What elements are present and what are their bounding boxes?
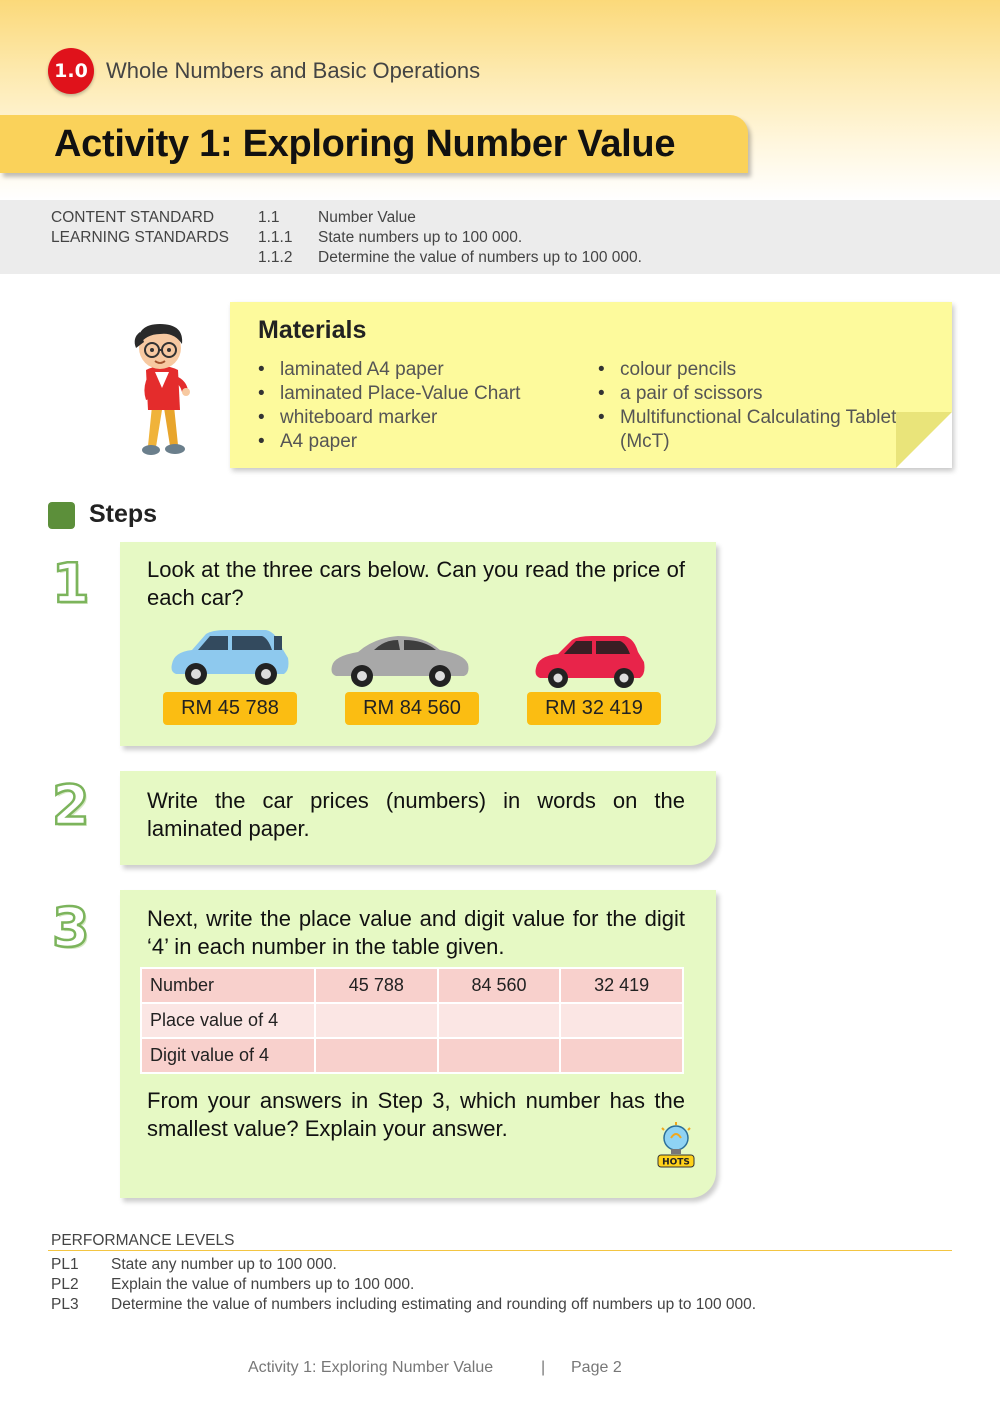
step-3-box	[120, 890, 716, 1198]
hots-lightbulb-icon	[656, 1122, 696, 1168]
answer-cell[interactable]	[315, 1038, 438, 1073]
footer-title: Activity 1: Exploring Number Value	[248, 1359, 494, 1376]
page-curl-icon	[896, 412, 952, 468]
car-price-tag: RM 84 560	[345, 692, 479, 725]
car-price-tag: RM 32 419	[527, 692, 661, 725]
answer-cell[interactable]	[438, 1003, 561, 1038]
green-square-icon	[48, 502, 75, 529]
learning-standard-row	[0, 229, 1000, 249]
performance-level-text: Explain the value of numbers up to 100 000.	[111, 1276, 415, 1293]
performance-levels-title: PERFORMANCE LEVELS	[51, 1232, 235, 1249]
activity-title: Activity 1: Exploring Number Value	[54, 123, 676, 165]
learning-standard-code: 1.1.1	[258, 229, 293, 246]
table-header-cell: 32 419	[560, 968, 683, 1003]
learning-standard-row	[0, 249, 1000, 269]
performance-level-text: Determine the value of numbers including estimating and rounding off numbers up to 100 000.	[111, 1296, 757, 1313]
table-row-label: Digit value of 4	[141, 1038, 315, 1073]
step-2-box	[120, 771, 716, 865]
list-item: • laminated Place-Value Chart	[258, 382, 578, 406]
grey-sedan-car-icon	[328, 632, 472, 688]
materials-note	[230, 302, 952, 468]
list-item: • Multifunctional Calculating Tablet (McT)	[598, 406, 928, 454]
footer-separator: |	[541, 1359, 546, 1376]
list-item: • a pair of scissors	[598, 382, 928, 406]
red-hatchback-car-icon	[532, 634, 648, 690]
content-standard-text: Number Value	[318, 209, 416, 226]
table-row	[141, 968, 683, 1003]
step-number: 2	[52, 774, 90, 837]
answer-cell[interactable]	[438, 1038, 561, 1073]
step-3-text: Next, write the place value and digit value for the digit ‘4’ in each number in the table given.	[147, 906, 685, 959]
hots-label: HOTS	[662, 1157, 690, 1168]
materials-list-left	[258, 358, 578, 454]
place-value-table	[140, 967, 684, 1074]
performance-level-code: PL3	[51, 1296, 79, 1313]
answer-cell[interactable]	[560, 1038, 683, 1073]
answer-cell[interactable]	[560, 1003, 683, 1038]
chapter-number-badge: 1.0	[48, 48, 94, 94]
content-standard-code: 1.1	[258, 209, 280, 226]
table-row	[141, 1038, 683, 1073]
learning-standard-code: 1.1.2	[258, 249, 293, 266]
learning-standard-text: State numbers up to 100 000.	[318, 229, 523, 246]
learning-standards-label: LEARNING STANDARDS	[51, 229, 229, 246]
performance-level-text: State any number up to 100 000.	[111, 1256, 337, 1273]
steps-title: Steps	[89, 500, 158, 528]
step-2-text: Write the car prices (numbers) in words on the laminated paper.	[147, 788, 685, 841]
list-item: • whiteboard marker	[258, 406, 578, 430]
step-1-text: Look at the three cars below. Can you read the price of each car?	[147, 557, 685, 610]
page-number: Page 2	[571, 1359, 622, 1376]
performance-level-code: PL1	[51, 1256, 79, 1273]
boy-character-illustration	[122, 318, 204, 460]
step-3-question: From your answers in Step 3, which number has the smallest value? Explain your answer.	[147, 1088, 685, 1141]
content-standard-row	[0, 209, 1000, 229]
divider	[48, 1250, 952, 1251]
list-item: • A4 paper	[258, 430, 578, 454]
step-number: 3	[52, 896, 90, 959]
blue-hatchback-car-icon	[166, 628, 292, 688]
table-row	[141, 1003, 683, 1038]
standards-panel	[0, 200, 1000, 274]
learning-standard-text: Determine the value of numbers up to 100 000.	[318, 249, 642, 266]
answer-cell[interactable]	[315, 1003, 438, 1038]
table-header-cell: 45 788	[315, 968, 438, 1003]
list-item: • colour pencils	[598, 358, 928, 382]
content-standard-label: CONTENT STANDARD	[51, 209, 215, 226]
table-header-cell: 84 560	[438, 968, 561, 1003]
step-number: 1	[52, 552, 90, 615]
materials-list-right	[598, 358, 928, 454]
list-item: • laminated A4 paper	[258, 358, 578, 382]
car-price-tag: RM 45 788	[163, 692, 297, 725]
performance-level-code: PL2	[51, 1276, 79, 1293]
table-header-cell: Number	[141, 968, 315, 1003]
step-1-box	[120, 542, 716, 746]
chapter-title: Whole Numbers and Basic Operations	[106, 58, 481, 83]
table-row-label: Place value of 4	[141, 1003, 315, 1038]
materials-title: Materials	[258, 316, 367, 344]
